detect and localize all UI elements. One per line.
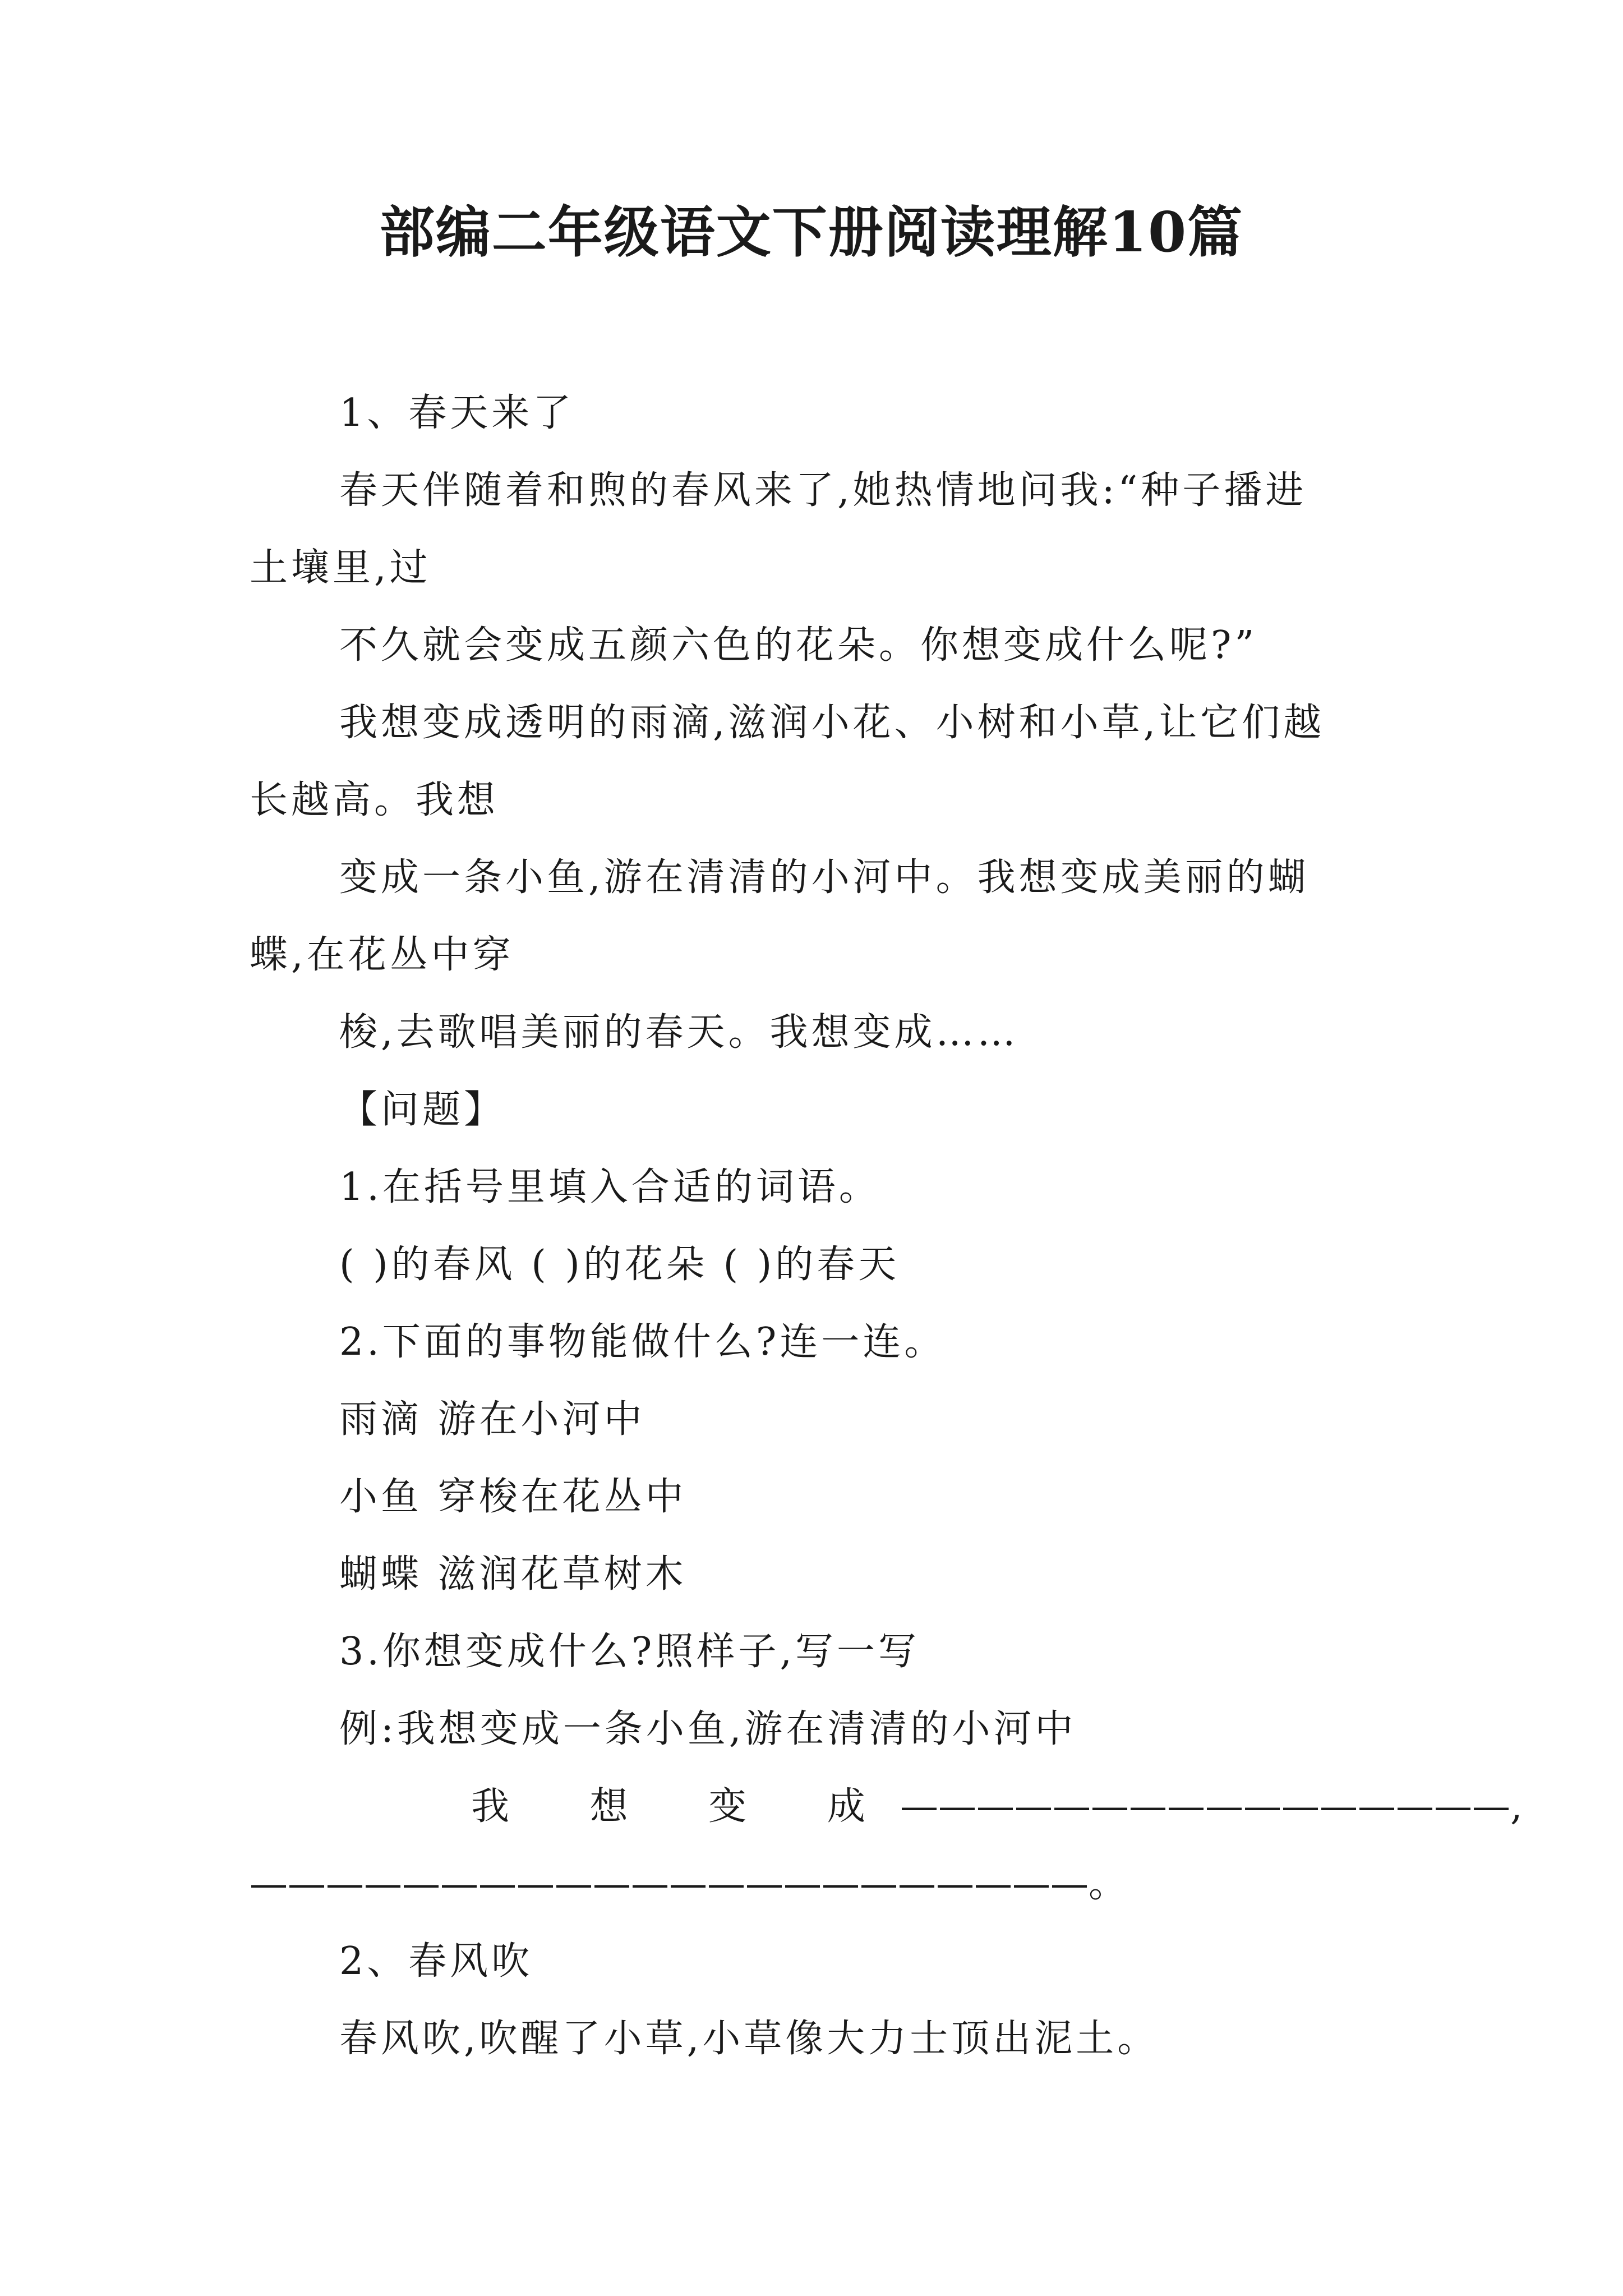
- paragraph-line: 春天伴随着和煦的春风来了,她热情地问我:“种子播进: [339, 468, 1307, 513]
- paragraph-line: 长越高。我想: [250, 778, 499, 822]
- paragraph-line: 梭,去歌唱美丽的春天。我想变成……: [339, 1010, 1019, 1055]
- paragraph-line: 蝶,在花丛中穿: [250, 933, 514, 977]
- question-3: 3.你想变成什么?照样子,写一写: [339, 1630, 920, 1674]
- document-title: 部编二年级语文下册阅读理解10篇: [379, 200, 1244, 265]
- answer-blank-1: ————————————————,: [900, 1784, 1523, 1829]
- section-heading-1: 1、春天来了: [339, 391, 575, 435]
- match-row: 小鱼 穿梭在花丛中: [339, 1475, 687, 1519]
- answer-prompt: 我 想 变 成: [471, 1784, 869, 1829]
- paragraph-line: 不久就会变成五颜六色的花朵。你想变成什么呢?”: [339, 623, 1258, 668]
- paragraph-line: 我想变成透明的雨滴,滋润小花、小树和小草,让它们越: [339, 701, 1325, 745]
- question-1: 1.在括号里填入合适的词语。: [339, 1165, 880, 1209]
- questions-heading: 【问题】: [339, 1088, 506, 1132]
- paragraph-line: 土壤里,过: [250, 546, 431, 590]
- match-row: 雨滴 游在小河中: [339, 1397, 645, 1442]
- question-2: 2.下面的事物能做什么?连一连。: [339, 1320, 946, 1364]
- paragraph-line: 变成一条小鱼,游在清清的小河中。我想变成美丽的蝴: [339, 855, 1310, 900]
- question-1-blanks: ( )的春风 ( )的花朵 ( )的春天: [339, 1243, 900, 1287]
- paragraph-line: 春风吹,吹醒了小草,小草像大力士顶出泥土。: [339, 2017, 1159, 2061]
- section-heading-2: 2、春风吹: [339, 1939, 533, 1984]
- example-line: 例:我想变成一条小鱼,游在清清的小河中: [339, 1707, 1077, 1751]
- answer-blank-2: ——————————————————————。: [250, 1862, 1127, 1906]
- match-row: 蝴蝶 滋润花草树木: [339, 1552, 687, 1596]
